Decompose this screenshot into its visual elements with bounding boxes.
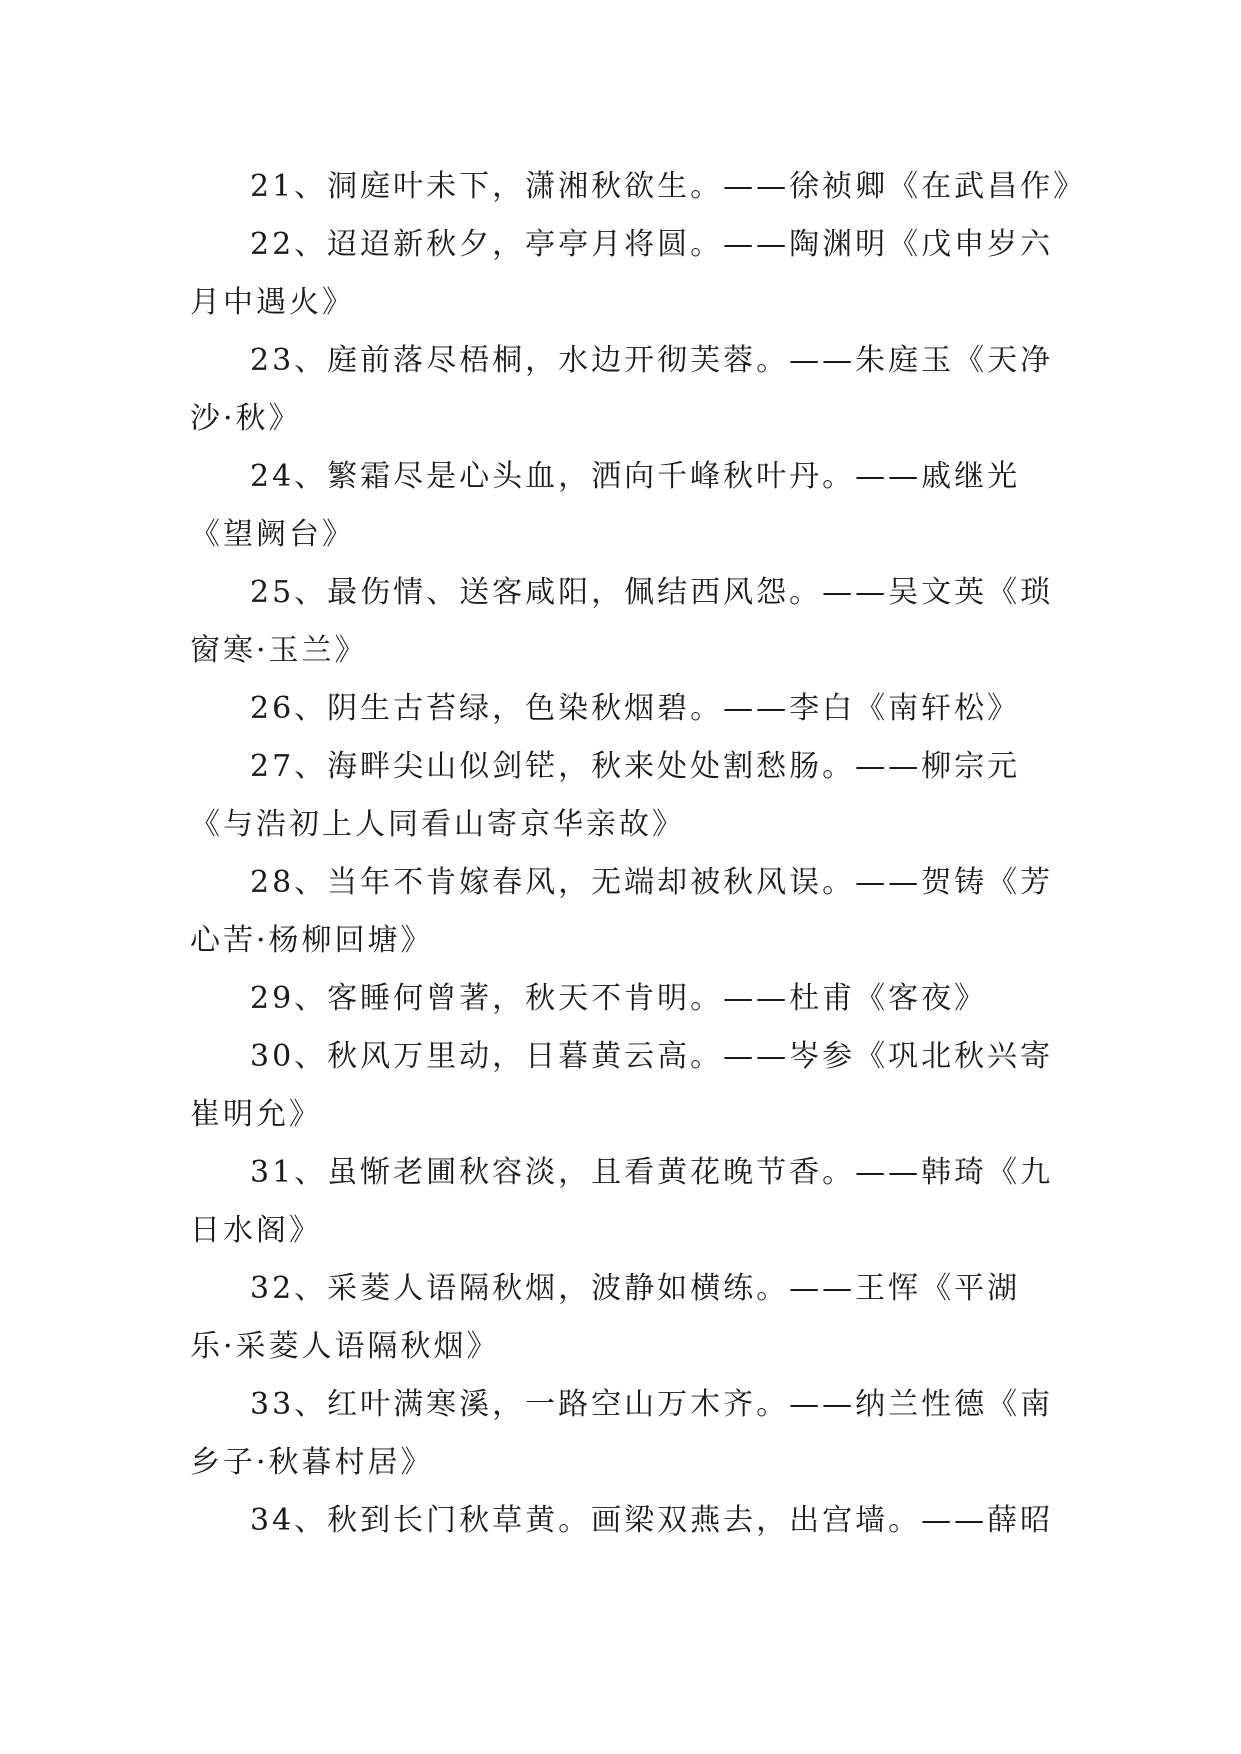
text-line: 32、采菱人语隔秋烟，波静如横练。——王恽《平湖: [250, 1271, 1021, 1306]
text-line: 31、虽惭老圃秋容淡，且看黄花晚节香。——韩琦《九: [250, 1155, 1054, 1190]
text-line: 心苦·杨柳回塘》: [190, 923, 434, 958]
text-line: 34、秋到长门秋草黄。画梁双燕去，出宫墙。——薛昭: [250, 1503, 1054, 1538]
text-line: 沙·秋》: [190, 401, 302, 436]
poem-list: [190, 158, 1087, 1550]
text-line: 崔明允》: [190, 1097, 322, 1132]
text-line: 《望阙台》: [190, 517, 355, 552]
text-line: 25、最伤情、送客咸阳，佩结西风怨。——吴文英《琐: [250, 575, 1054, 610]
text-line: 23、庭前落尽梧桐，水边开彻芙蓉。——朱庭玉《天净: [250, 343, 1054, 378]
text-line: 33、红叶满寒溪，一路空山万木齐。——纳兰性德《南: [250, 1387, 1054, 1422]
text-line: 乡子·秋暮村居》: [190, 1445, 434, 1480]
text-line: 乐·采菱人语隔秋烟》: [190, 1329, 500, 1364]
text-line: 30、秋风万里动，日暮黄云高。——岑参《巩北秋兴寄: [250, 1039, 1054, 1074]
text-line: 月中遇火》: [190, 285, 355, 320]
text-line: 21、洞庭叶未下，潇湘秋欲生。——徐祯卿《在武昌作》: [250, 169, 1087, 204]
text-line: 28、当年不肯嫁春风，无端却被秋风误。——贺铸《芳: [250, 865, 1054, 900]
text-line: 窗寒·玉兰》: [190, 633, 368, 668]
text-line: 日水阁》: [190, 1213, 322, 1248]
text-line: 24、繁霜尽是心头血，洒向千峰秋叶丹。——戚继光: [250, 459, 1021, 494]
text-line: 26、阴生古苔绿，色染秋烟碧。——李白《南轩松》: [250, 691, 1021, 726]
text-line: 《与浩初上人同看山寄京华亲故》: [190, 807, 685, 842]
text-line: 22、迢迢新秋夕，亭亭月将圆。——陶渊明《戊申岁六: [250, 227, 1054, 262]
text-line: 29、客睡何曾著，秋天不肯明。——杜甫《客夜》: [250, 981, 988, 1016]
text-line: 27、海畔尖山似剑铓，秋来处处割愁肠。——柳宗元: [250, 749, 1021, 784]
